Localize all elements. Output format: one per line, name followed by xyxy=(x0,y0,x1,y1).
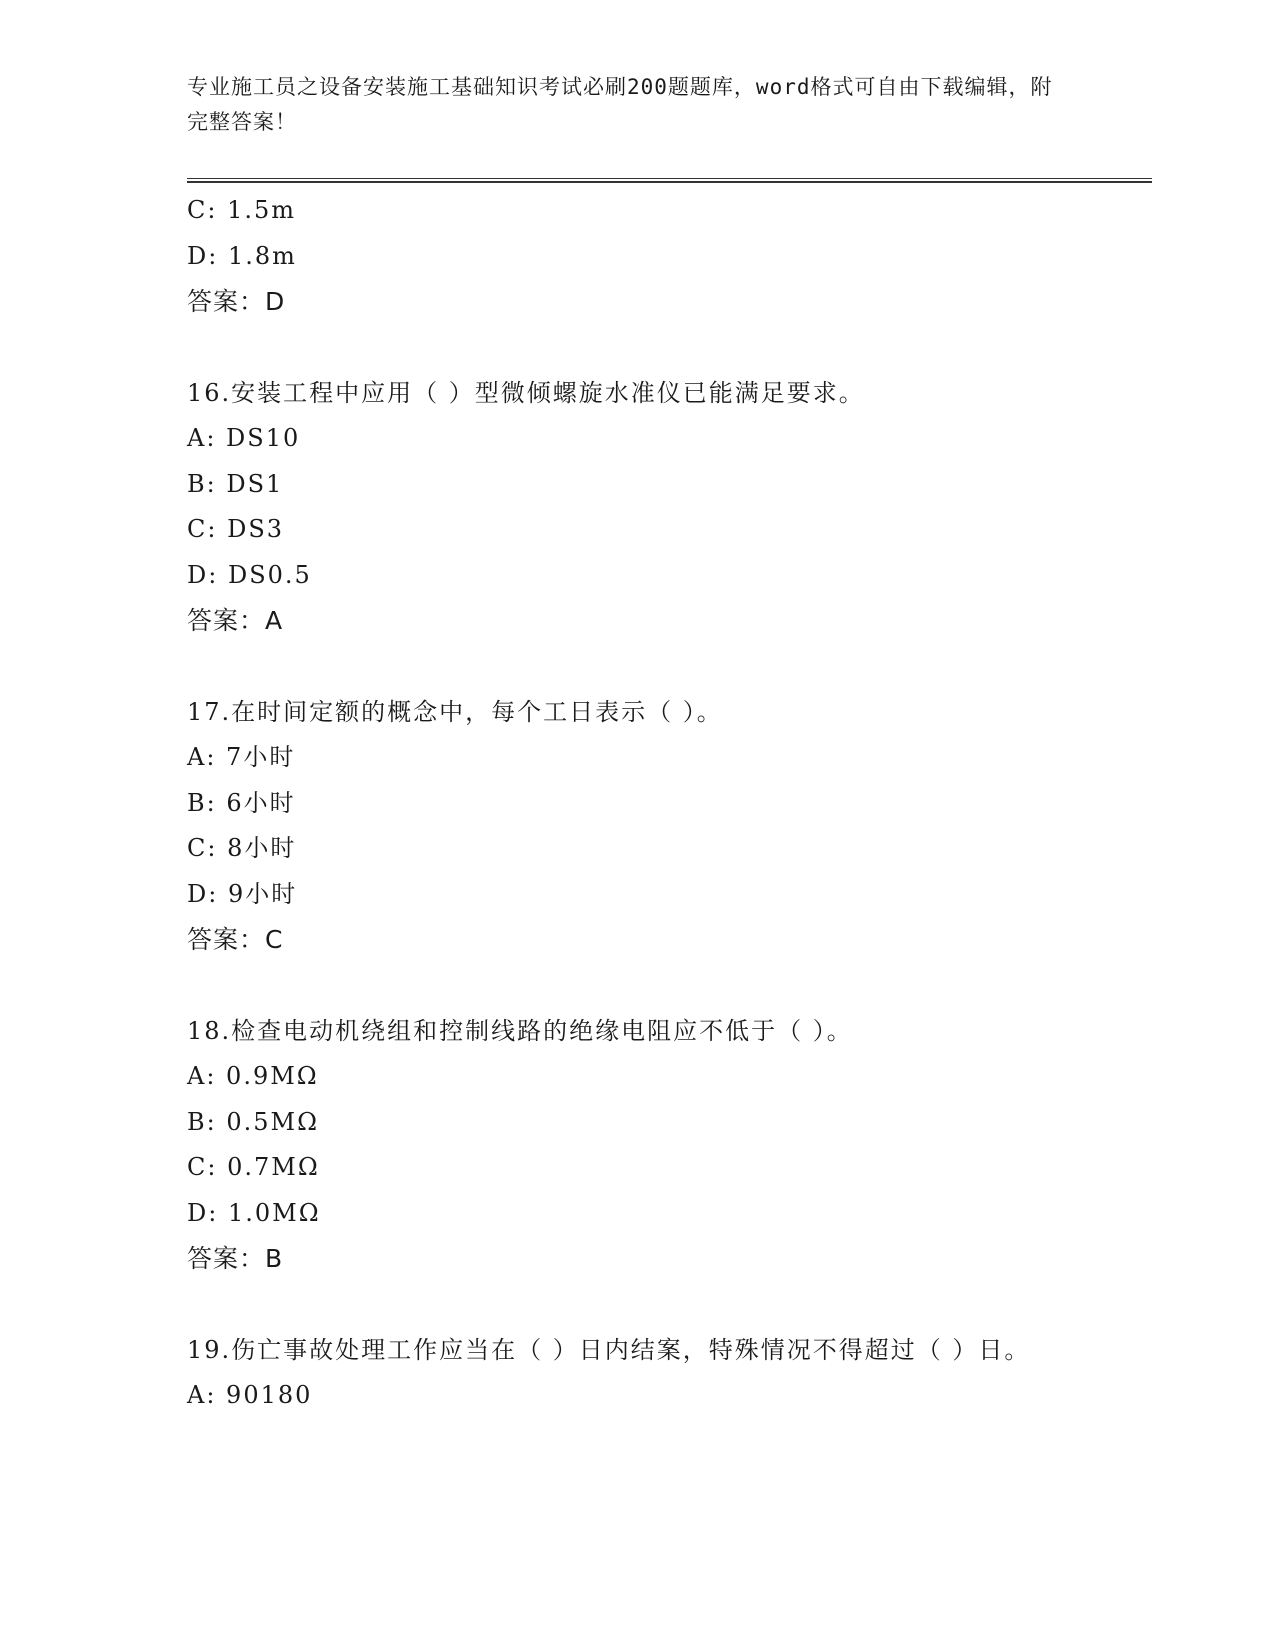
option-b: B: DS1 xyxy=(187,469,284,498)
document-title: 专业施工员之设备安装施工基础知识考试必刷200题题库，word格式可自由下载编辑，附完整答案！ xyxy=(187,75,1053,134)
option-d: D: 9小时 xyxy=(187,879,298,908)
question-text: 18.检查电动机绕组和控制线路的绝缘电阻应不低于（ ）。 xyxy=(187,1016,853,1045)
option-d: D: 1.0MΩ xyxy=(187,1198,321,1227)
question-block-18 xyxy=(187,1009,1067,1282)
header-divider xyxy=(187,178,1152,183)
option-b: B: 0.5MΩ xyxy=(187,1107,319,1136)
answer-label: 答案：D xyxy=(187,287,286,316)
option-b: B: 6小时 xyxy=(187,788,296,817)
option-a: A: DS10 xyxy=(187,424,301,452)
option-a: A: 90180 xyxy=(187,1381,313,1409)
answer-label: 答案：A xyxy=(187,606,284,635)
option-c: C: 0.7MΩ xyxy=(187,1153,320,1181)
option-d: D: 1.8m xyxy=(187,241,297,270)
option-c: C: 8小时 xyxy=(187,834,297,862)
option-c: C: 1.5m xyxy=(187,196,297,224)
option-d: D: DS0.5 xyxy=(187,560,312,589)
option-a: A: 7小时 xyxy=(187,743,296,771)
question-text: 17.在时间定额的概念中，每个工日表示（ ）。 xyxy=(187,697,723,726)
option-a: A: 0.9MΩ xyxy=(187,1062,319,1090)
answer-label: 答案：C xyxy=(187,925,284,954)
question-list xyxy=(187,188,1067,1419)
answer-label: 答案：B xyxy=(187,1244,284,1273)
question-block-17 xyxy=(187,690,1067,963)
question-text: 16.安装工程中应用（ ）型微倾螺旋水准仪已能满足要求。 xyxy=(187,378,865,407)
page-header xyxy=(187,70,1067,140)
question-block-19 xyxy=(187,1328,1067,1419)
question-text: 19.伤亡事故处理工作应当在（ ）日内结案，特殊情况不得超过（ ）日。 xyxy=(187,1335,1031,1364)
question-block-16 xyxy=(187,371,1067,644)
question-block-15 xyxy=(187,188,1067,325)
option-c: C: DS3 xyxy=(187,515,285,543)
